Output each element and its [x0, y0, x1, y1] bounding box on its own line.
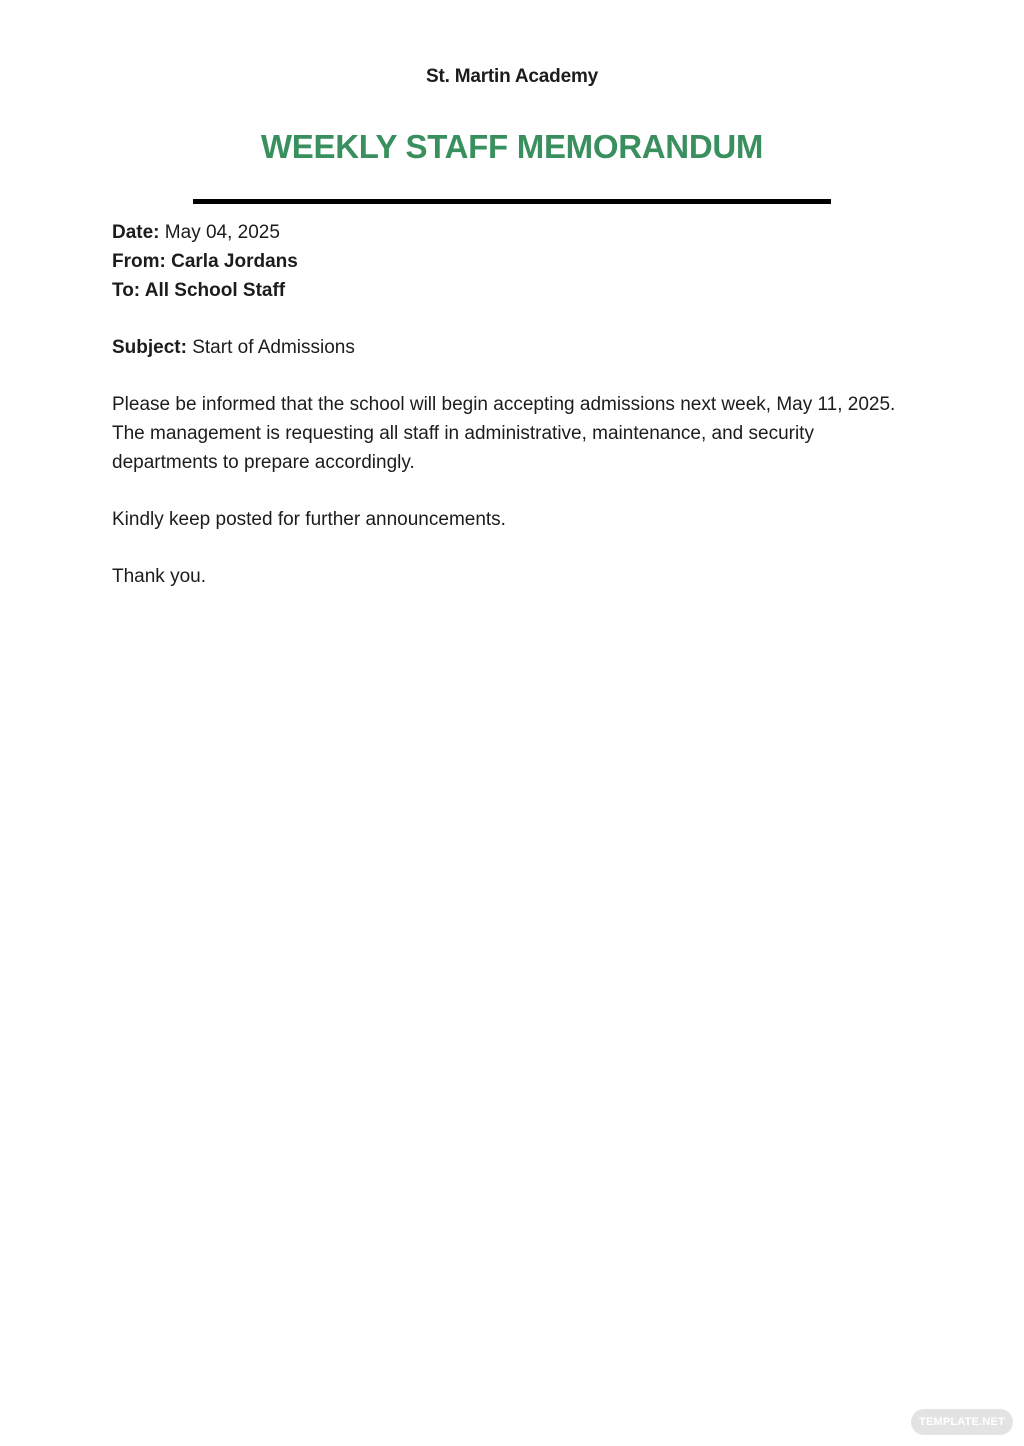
subject-label: Subject: [112, 337, 187, 358]
to-value: All School Staff [144, 280, 286, 301]
spacer [112, 305, 912, 333]
memo-title: WEEKLY STAFF MEMORANDUM [260, 128, 764, 165]
from-value: Carla Jordans [171, 251, 298, 272]
organization-name: St. Martin Academy [425, 66, 599, 87]
title-divider [193, 199, 831, 204]
to-line [112, 276, 912, 305]
date-line [112, 218, 912, 247]
to-label: To: [112, 280, 141, 301]
date-value: May 04, 2025 [164, 222, 280, 243]
spacer [112, 362, 912, 390]
closing-line: Thank you. [112, 566, 206, 587]
body-paragraph-1-line-1: Please be informed that the school will begin accepting admissions next week, May 11, 2025. [112, 394, 896, 415]
template-watermark: TEMPLATE.NET [911, 1409, 1013, 1435]
body-paragraph-2: Kindly keep posted for further announcements. [112, 509, 506, 530]
memo-content [112, 218, 912, 591]
from-line [112, 247, 912, 276]
subject-line [112, 333, 912, 362]
spacer [112, 477, 912, 505]
body-paragraph-1-line-2: The management is requesting all staff in administrative, maintenance, and security [112, 423, 814, 444]
subject-value: Start of Admissions [192, 337, 355, 358]
date-label: Date: [112, 222, 160, 243]
spacer [112, 534, 912, 562]
from-label: From: [112, 251, 166, 272]
body-paragraph-1-line-3: departments to prepare accordingly. [112, 452, 415, 473]
